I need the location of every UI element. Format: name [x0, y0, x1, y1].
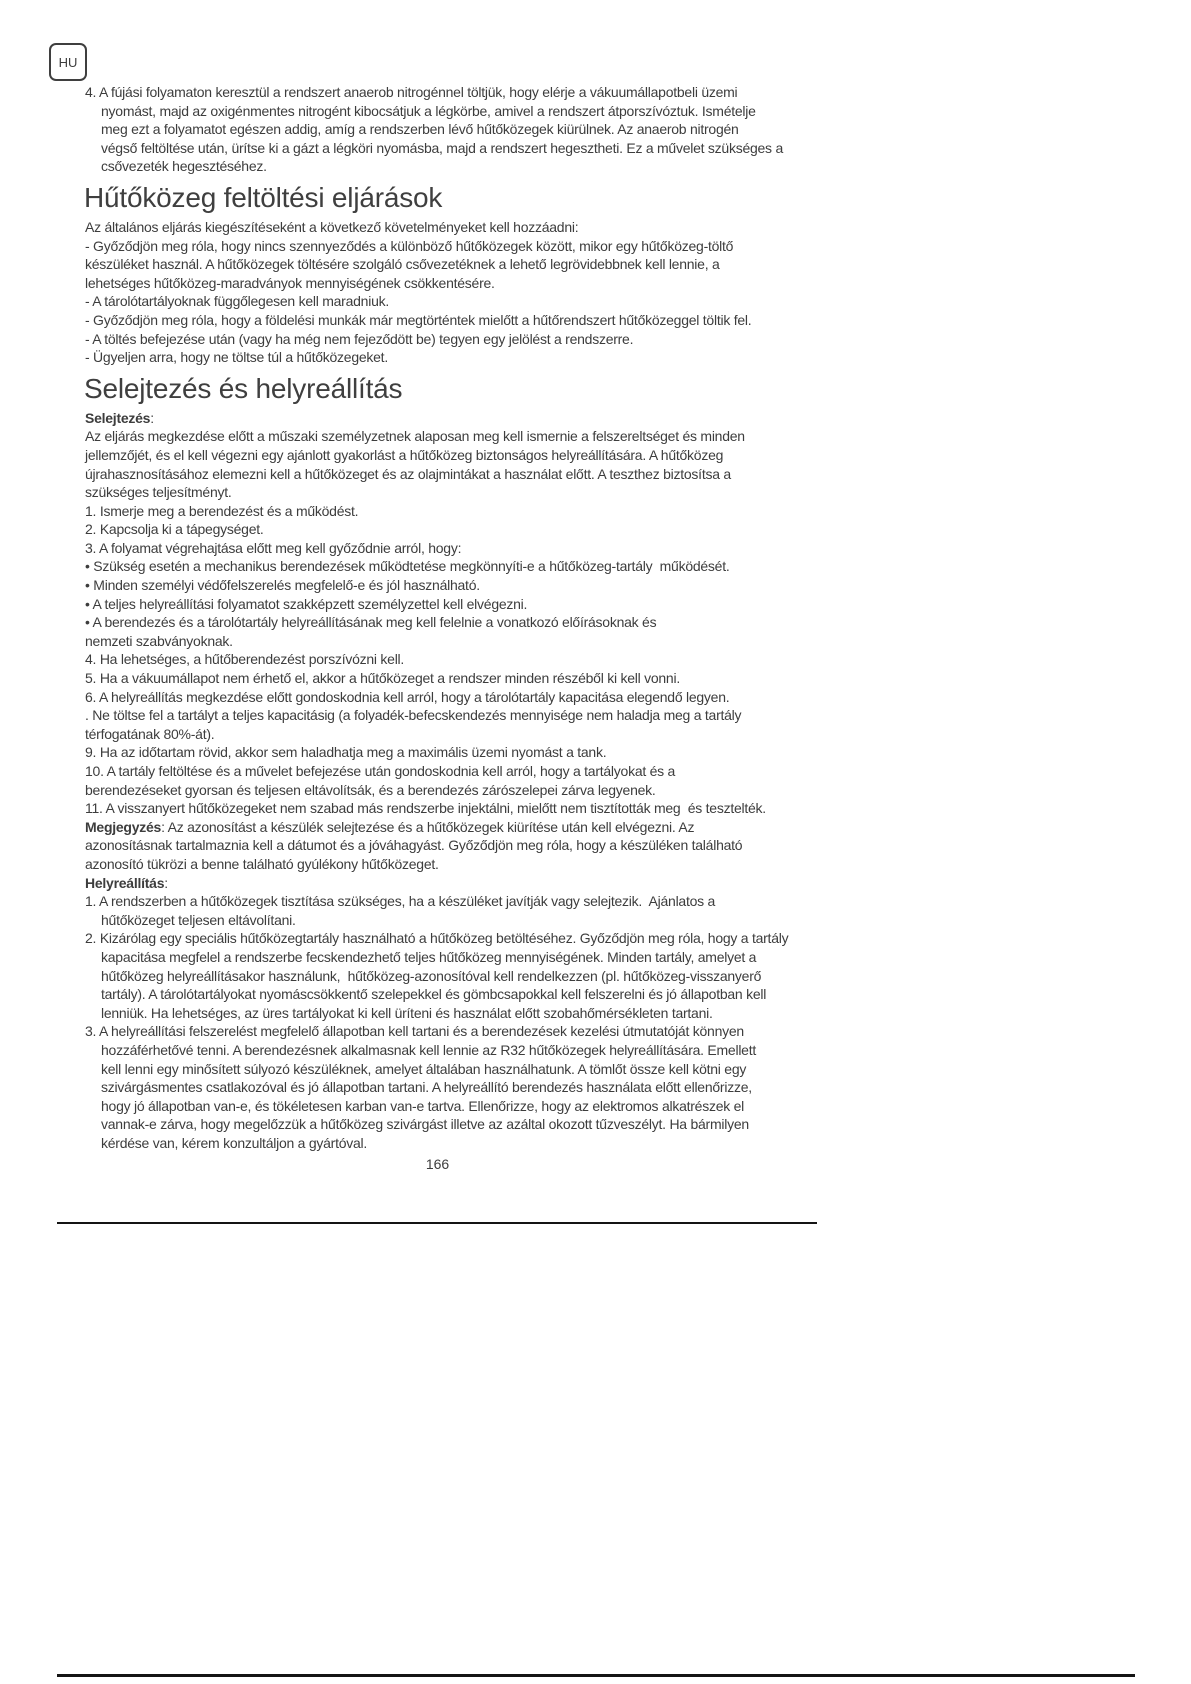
text-line: jellemzőjét, és el kell végezni egy ajánlott gyakorlást a hűtőközeg biztonságos helyreállítására. A hűtőközeg	[85, 446, 724, 463]
text-line: 5. Ha a vákuumállapot nem érhető el, akkor a hűtőközeget a rendszer minden részéből ki kell vonni.	[85, 670, 680, 687]
text-line: berendezéseket gyorsan és teljesen eltávolítsák, és a berendezés zárószelepei zárva legyenek.	[85, 781, 656, 798]
text-line: - A töltés befejezése után (vagy ha még nem fejeződött be) tegyen egy jelölést a rendszerre.	[85, 330, 634, 347]
language-badge: HU	[49, 43, 87, 81]
text-line: • Szükség esetén a mechanikus berendezések működtetése megkönnyíti-e a hűtőközeg-tartály működését.	[85, 558, 730, 575]
text-line: hogy jó állapotban van-e, és tökéletesen karban van-e tartva. Ellenőrizze, hogy az elektromos alkatrészek el	[101, 1097, 745, 1114]
text-line: Helyreállítás:	[85, 874, 168, 891]
text-line: szivárgásmentes csatlakozóval és jó állapotban tartani. A helyreállító berendezés használata előtt ellenőrizze,	[101, 1079, 752, 1096]
text-line: vannak-e zárva, hogy megelőzzük a hűtőközeg szivárgást illetve az azáltal okozott tűzveszélyt. Ha bármilyen	[101, 1116, 749, 1133]
section-title-refrigerant-charging: Hűtőközeg feltöltési eljárások	[84, 181, 443, 213]
text-line: - Győződjön meg róla, hogy nincs szennyeződés a különböző hűtőközegek között, mikor egy hűtőközeg-töltő	[85, 237, 734, 254]
text-line: kell lenni egy minősített súlyozó készüléknek, amelyet általában használhatunk. A tömlőt össze kell kötni egy	[101, 1060, 747, 1077]
text-line: • A berendezés és a tárolótartály helyreállításának meg kell felelnie a vonatkozó előírásoknak és	[85, 614, 657, 631]
text-line: kapacitása megfelel a rendszerbe fecskendezhető teljes hűtőközeg mennyiségének. Minden tartály, amelyet a	[101, 948, 757, 965]
text-line: . Ne töltse fel a tartályt a teljes kapacitásig (a folyadék-befecskendezés mennyisége nem haladja meg a tartály	[85, 707, 742, 724]
text-line: - A tárolótartályoknak függőlegesen kell maradniuk.	[85, 293, 389, 310]
text-line: 3. A folyamat végrehajtása előtt meg kell győződnie arról, hogy:	[85, 539, 462, 556]
text-line: 4. Ha lehetséges, a hűtőberendezést porszívózni kell.	[85, 651, 405, 668]
text-line: meg ezt a folyamatot egészen addig, amíg a rendszerben lévő hűtőközegek kiürülnek. Az anaerob nitrogén	[101, 121, 739, 138]
text-line: - Győződjön meg róla, hogy a földelési munkák már megtörténtek mielőtt a hűtőrendszert hűtőközeggel töltik fel.	[85, 311, 752, 328]
decommissioning-and-recovery-body	[85, 409, 790, 1153]
section-divider-line	[57, 1222, 817, 1224]
text-line: nyomást, majd az oxigénmentes nitrogént kibocsátjuk a légkörbe, amivel a rendszert átporszívóztuk. Ismételje	[101, 102, 756, 119]
text-line: 3. A helyreállítási felszerelést megfelelő állapotban kell tartani és a berendezések kezelési útmutatóját könnyen	[85, 1023, 744, 1040]
text-line: - Ügyeljen arra, hogy ne töltse túl a hűtőközegeket.	[85, 349, 388, 366]
text-line: 9. Ha az időtartam rövid, akkor sem haladhatja meg a maximális üzemi nyomást a tank.	[85, 744, 607, 761]
text-line: azonosításnak tartalmaznia kell a dátumot és a jóváhagyást. Győződjön meg róla, hogy a készüléken található	[85, 837, 743, 854]
text-line: Az általános eljárás kiegészítéseként a következő követelményeket kell hozzáadni:	[85, 218, 579, 235]
text-line: • A teljes helyreállítási folyamatot szakképzett személyzettel kell elvégezni.	[85, 595, 528, 612]
text-line: végső feltöltése után, ürítse ki a gázt a légköri nyomásba, majd a rendszert hegesztheti. Ez a művelet szükséges a	[101, 139, 783, 156]
text-line: • Minden személyi védőfelszerelés megfelelő-e és jól használható.	[85, 577, 480, 594]
text-line: 1. A rendszerben a hűtőközegek tisztítása szükséges, ha a készüléket javítják vagy selejtezik. Ajánlatos a	[85, 893, 716, 910]
text-line: 4. A fújási folyamaton keresztül a rendszert anaerob nitrogénnel töltjük, hogy elérje a vákuumállapotbeli üzemi	[85, 84, 738, 100]
document-content	[85, 83, 790, 1174]
text-line: hűtőközeget teljesen eltávolítani.	[101, 911, 296, 928]
text-line: újrahasznosításához elemezni kell a hűtőközeget és az olajmintákat a használat előtt. A teszthez biztosítsa a	[85, 465, 731, 482]
text-line: lehetséges hűtőközeg-maradványok mennyiségének csökkentésére.	[85, 274, 495, 291]
text-line: Selejtezés:	[85, 409, 154, 426]
text-line: szükséges teljesítményt.	[85, 484, 232, 501]
text-line: 2. Kizárólag egy speciális hűtőközegtartály használható a hűtőközeg betöltéséhez. Győződjön meg róla, hogy a tartály	[85, 930, 789, 947]
charging-requirements	[85, 218, 790, 367]
text-line: 11. A visszanyert hűtőközegeket nem szabad más rendszerbe injektálni, mielőtt nem tisztították meg és tesztelték.	[85, 800, 766, 817]
text-line: nemzeti szabványoknak.	[85, 632, 233, 649]
text-line: hűtőközeg helyreállításakor használunk, hűtőközeg-azonosítóval kell rendelkezzen (pl. hűtőközeg-visszanyerő	[101, 967, 762, 984]
page-number: 166	[425, 1156, 450, 1173]
text-line: tartály). A tárolótartályokat nyomáscsökkentő szelepekkel és gömbcsapokkal kell felszerelni és jó állapotban kell	[101, 986, 767, 1003]
purge-procedure-step-4	[85, 83, 790, 176]
section-title-decommissioning-recovery: Selejtezés és helyreállítás	[84, 372, 403, 404]
text-line: 2. Kapcsolja ki a tápegységet.	[85, 521, 264, 538]
text-line: hozzáférhetővé tenni. A berendezésnek alkalmasnak kell lennie az R32 hűtőközegek helyreállítására. Emellett	[101, 1041, 756, 1058]
text-line: térfogatának 80%-át).	[85, 725, 215, 742]
text-line: Megjegyzés: Az azonosítást a készülék selejtezése és a hűtőközegek kiürítése után kell elvégezni. Az	[85, 818, 695, 835]
text-line: Az eljárás megkezdése előtt a műszaki személyzetnek alaposan meg kell ismernie a felszereltséget és minden	[85, 428, 745, 445]
text-line: 10. A tartály feltöltése és a művelet befejezése után gondoskodnia kell arról, hogy a tartályokat és a	[85, 763, 676, 779]
text-line: azonosító tükrözi a benne található gyúlékony hűtőközeget.	[85, 855, 439, 872]
footer-divider-line	[57, 1674, 1135, 1677]
text-line: kérdése van, kérem konzultáljon a gyártóval.	[101, 1134, 368, 1151]
text-line: 6. A helyreállítás megkezdése előtt gondoskodnia kell arról, hogy a tárolótartály kapacitása elegendő legyen.	[85, 688, 730, 705]
text-line: 1. Ismerje meg a berendezést és a működést.	[85, 502, 359, 519]
text-line: csővezeték hegesztéséhez.	[101, 158, 267, 175]
text-line: készüléket használ. A hűtőközegek töltésére szolgáló csővezetéknek a lehető legrövidebbnek kell lennie, a	[85, 256, 720, 273]
text-line: lenniük. Ha lehetséges, az üres tartályokat ki kell üríteni és használat előtt szobahőmérsékleten tartani.	[101, 1004, 713, 1021]
